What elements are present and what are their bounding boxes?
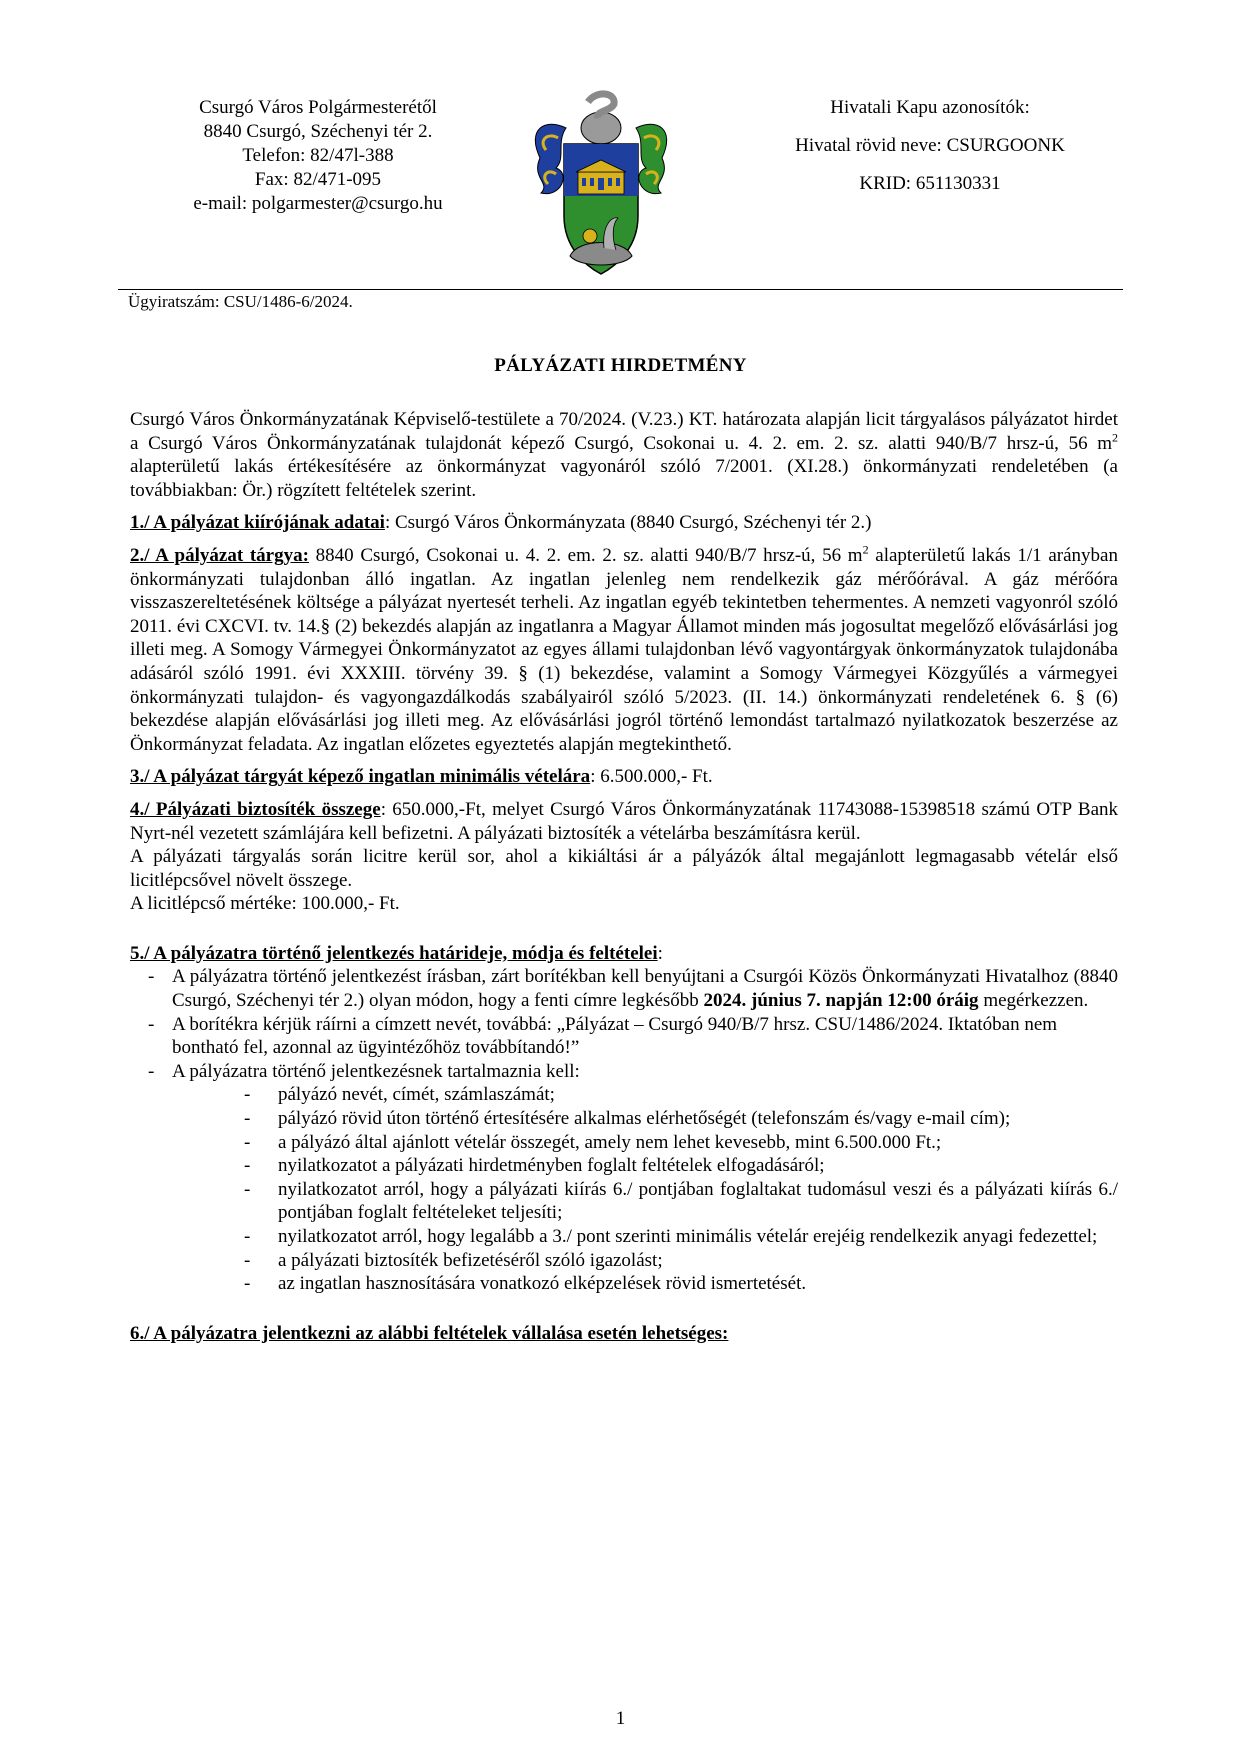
- list-item: - A borítékra kérjük ráírni a címzett nevét, továbbá: „Pályázat – Csurgó 940/B/7 hrsz. CSU/1486/2024. Iktatóban nem bontható fel, azonnal az ügyintézőhöz továbbítandó!”: [148, 1013, 1118, 1060]
- coat-of-arms-icon: [526, 88, 676, 280]
- file-number: Ügyiratszám: CSU/1486-6/2024.: [128, 292, 353, 311]
- sender-line: Csurgó Város Polgármesterétől: [199, 97, 437, 118]
- section-heading: 3./ A pályázat tárgyát képező ingatlan minimális vételára: [130, 766, 591, 788]
- list-item: - pályázó nevét, címét, számlaszámát;: [244, 1083, 1118, 1107]
- document-title: PÁLYÁZATI HIRDETMÉNY: [494, 355, 747, 376]
- section-heading: 5./ A pályázatra történő jelentkezés határideje, módja és feltételei: [130, 942, 658, 964]
- application-requirements-list: [130, 965, 1118, 1083]
- intro-paragraph: Csurgó Város Önkormányzatának Képviselő-testülete a 70/2024. (V.23.) KT. határozata alapján licit tárgyalásos pályázatot hirdet a Csurgó Város Önkormányzatának tulajdonát képező Csurgó, Csokonai u. 4. 2. em. 2. sz. alatti 940/B/7 hrsz-ú, 56 $m^2$ alapterületű lakás értékesítésére az önkormányzat vagyonáról szóló 7/2001. (XI.28.) önkormányzati rendeletében (a továbbiakban: Ör.) rögzített feltételek szerint.: [130, 409, 1118, 501]
- header-divider: [118, 289, 1123, 290]
- gateway-line: Hivatal rövid neve: CSURGOONK: [795, 135, 1065, 156]
- section-3: 3./ A pályázat tárgyát képező ingatlan minimális vételára: 6.500.000,- Ft.: [130, 766, 713, 788]
- list-item: - a pályázati biztosíték befizetéséről szóló igazolást;: [244, 1249, 1118, 1273]
- list-item: - az ingatlan hasznosítására vonatkozó elképzelések rövid ismertetését.: [244, 1272, 1118, 1296]
- list-item: - A pályázatra történő jelentkezést írásban, zárt borítékban kell benyújtani a Csurgói Közös Önkormányzati Hivatalhoz (8840 Csurgó, Széchenyi tér 2.) olyan módon, hogy a fenti címre legkésőbb 2024. június 7. napján 12:00 óráig megérkezzen.: [148, 965, 1118, 1012]
- section-2: 2./ A pályázat tárgya: 8840 Csurgó, Csokonai u. 4. 2. em. 2. sz. alatti 940/B/7 hrsz-ú, 56 $m^2$ alapterületű lakás 1/1 arányban önkormányzati tulajdonban álló ingatlan. Az ingatlan jelenleg nem rendelkezik gáz mérőórával. A gáz mérőóra visszaszereltetésének költsége a pályázat nyertesét terheli. Az ingatlan egyéb tekintetben tehermentes. A nemzeti vagyonról szóló 2011. évi CXCVI. tv. 14.§ (2) bekezdés alapján az ingatlanra a Magyar Államot minden más jogosultat megelőző elővásárlási jog illeti meg. A Somogy Vármegyei Önkormányzatot az egyes állami tulajdonban lévő vagyontárgyak önkormányzatok tulajdonába adásáról szóló 1991. évi XXXIII. törvény 39. § (1) bekezdése, valamint a Somogy Vármegyei Közgyűlés a vármegyei önkormányzati tulajdon- és vagyongazdálkodás szabályairól szóló 5/2023. (II. 14.) önkormányzati rendeletének 6. § (6) bekezdése alapján elővásárlási jog illeti meg. Az elővásárlási jogról történő lemondást tartalmazó nyilatkozatok beszerzése az Önkormányzat feladata. Az ingatlan előzetes egyeztetés alapján megtekinthető.: [130, 542, 1118, 755]
- sender-line: Telefon: 82/47l-388: [242, 145, 394, 166]
- section-heading: 4./ Pályázati biztosíték összege: [130, 798, 381, 820]
- section-heading: 6./ A pályázatra jelentkezni az alábbi feltételek vállalása esetén lehetséges:: [130, 1322, 729, 1344]
- section-4: 4./ Pályázati biztosíték összege: 650.000,-Ft, melyet Csurgó Város Önkormányzatának 11743088-15398518 számú OTP Bank Nyrt-nél vezetett számlájára kell befizetni. A pályázati biztosíték a vételárba beszámításra kerül. A pályázati tárgyalás során licitre kerül sor, ahol a kikiáltási ár a pályázók által megajánlott legmagasabb vételár első licitlépcsővel növelt összege. A licitlépcső mértéke: 100.000,- Ft.: [130, 798, 1118, 915]
- section-heading: 1./ A pályázat kiírójának adatai: [130, 512, 385, 534]
- list-item: - a pályázó által ajánlott vételár összegét, amely nem lehet kevesebb, mint 6.500.000 Ft.;: [244, 1131, 1118, 1155]
- application-contents-list: [130, 1083, 1118, 1295]
- document-body: [130, 408, 1118, 1354]
- sender-line: e-mail: polgarmester@csurgo.hu: [193, 193, 443, 214]
- section-6: [130, 1322, 1118, 1346]
- gateway-block: [740, 96, 1120, 210]
- list-item: - nyilatkozatot a pályázati hirdetményben foglalt feltételek elfogadásáról;: [244, 1154, 1118, 1178]
- sender-line: Fax: 82/471-095: [254, 169, 382, 190]
- page-number: 1: [615, 1708, 626, 1729]
- section-1: 1./ A pályázat kiírójának adatai: Csurgó Város Önkormányzata (8840 Csurgó, Széchenyi tér 2.): [130, 512, 872, 534]
- list-item: - nyilatkozatot arról, hogy a pályázati kiírás 6./ pontjában foglaltakat tudomásul veszi és a pályázati kiírás 6./ pontjában foglalt feltételeket teljesíti;: [244, 1178, 1118, 1225]
- section-heading: 2./ A pályázat tárgya:: [130, 544, 309, 566]
- gateway-line: Hivatali Kapu azonosítók:: [830, 97, 1030, 118]
- list-item: - A pályázatra történő jelentkezésnek tartalmaznia kell:: [148, 1060, 1118, 1084]
- list-item: - pályázó rövid úton történő értesítésére alkalmas elérhetőségét (telefonszám és/vagy e-mail cím);: [244, 1107, 1118, 1131]
- gateway-line: KRID: 651130331: [859, 173, 1001, 194]
- section-5: 5./ A pályázatra történő jelentkezés határideje, módja és feltételei: - A pályázatra történő jelentkezést írásban, zárt borítékban kell benyújtani a Csurgói Közös Önkormányzati Hivatalhoz (8840 Csurgó, Széchenyi tér 2.) olyan módon, hogy a fenti címre legkésőbb 2024. június 7. napján 12:00 óráig megérkezzen. - A borítékra kérjük ráírni a címzett nevét, továbbá: „Pályázat – Csurgó 940/B/7 hrsz. CSU/1486/2024. Iktatóban nem bontható fel, azonnal az ügyintézőhöz továbbítandó!” - A pályázatra történő jelentkezésnek tartalmaznia kell: - pályázó nevét, címét, számlaszámát; - pályázó rövid úton történő értesítésére alkalmas elérhetőségét (telefonszám és/vagy e-mail cím); - a pályázó által ajánlott vételár összegét, amely nem lehet kevesebb, mint 6.500.000 Ft.; - nyilatkozatot a pályázati hirdetményben foglalt feltételek elfogadásáról; - nyilatkozatot arról, hogy a pályázati kiírás 6./ pontjában foglaltakat tudomásul veszi és a pályázati kiírás 6./ pontjában foglalt feltételeket teljesíti; - nyilatkozatot arról, hogy legalább a 3./ pont szerinti minimális vételár erejéig rendelkezik anyagi fedezettel; - a pályázati biztosíték befizetéséről szóló igazolást; - az ingatlan hasznosítására vonatkozó elképzelések rövid ismertetését.: [130, 942, 1118, 1296]
- sender-block: [118, 96, 518, 216]
- sender-line: 8840 Csurgó, Széchenyi tér 2.: [203, 121, 433, 142]
- list-item: - nyilatkozatot arról, hogy legalább a 3./ pont szerinti minimális vételár erejéig rendelkezik anyagi fedezettel;: [244, 1225, 1118, 1249]
